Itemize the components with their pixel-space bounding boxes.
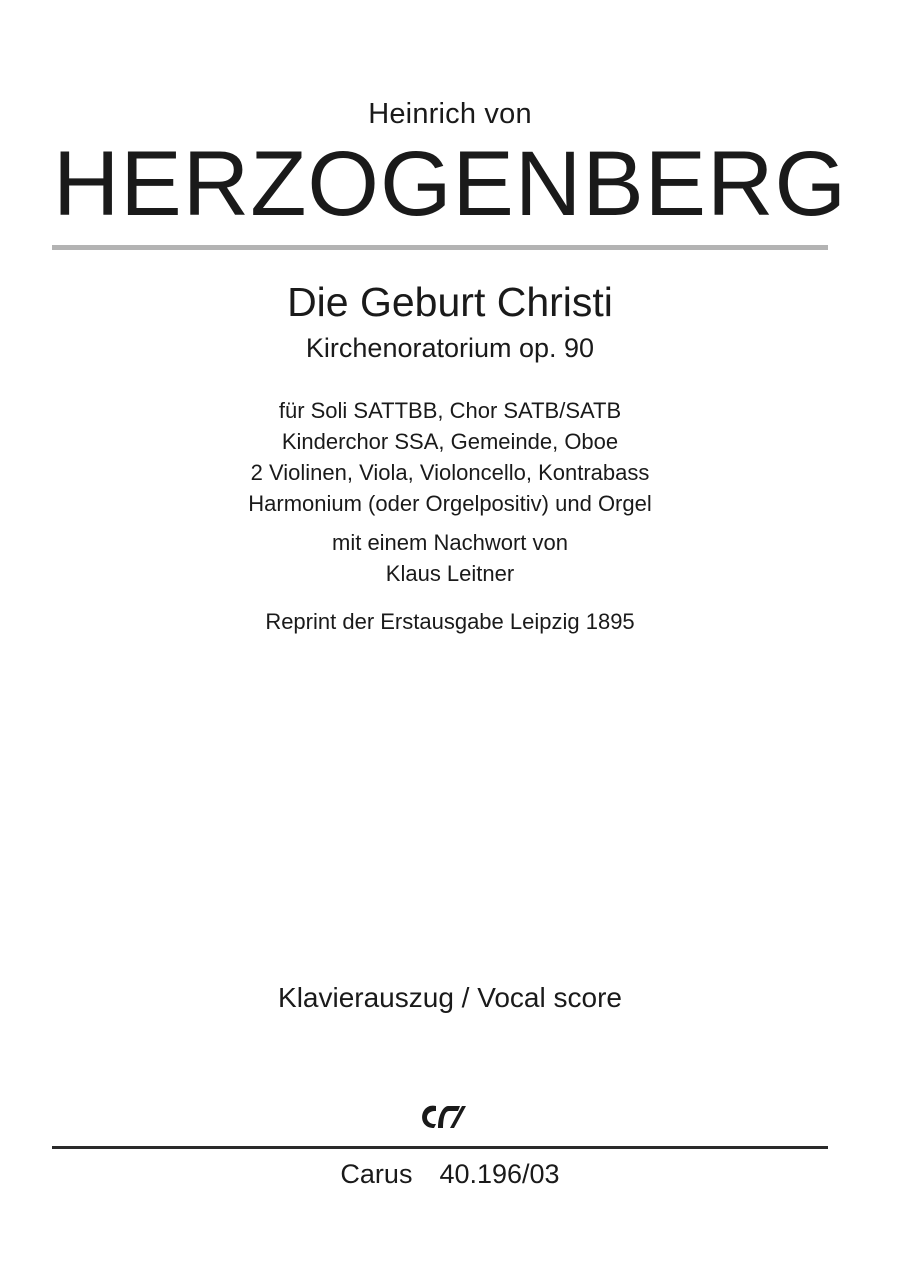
- scoring-line: Harmonium (oder Orgelpositiv) und Orgel: [248, 491, 652, 516]
- catalog-number: Carus 40.196/03: [340, 1159, 560, 1189]
- afterword-line: mit einem Nachwort von: [332, 530, 568, 555]
- carus-logo-icon: [414, 1100, 466, 1134]
- scoring-line: Kinderchor SSA, Gemeinde, Oboe: [281, 429, 619, 454]
- work-subtitle: Kirchenoratorium op. 90: [305, 333, 595, 363]
- bottom-divider: [52, 1146, 828, 1149]
- composer-first-name: Heinrich von: [368, 98, 532, 130]
- top-divider: [52, 245, 828, 250]
- work-title: Die Geburt Christi: [287, 279, 613, 325]
- score-type: Klavierauszug / Vocal score: [278, 982, 622, 1013]
- afterword-author: Klaus Leitner: [385, 561, 515, 586]
- scoring-line: für Soli SATTBB, Chor SATB/SATB: [278, 398, 622, 423]
- reprint-note: Reprint der Erstausgabe Leipzig 1895: [265, 609, 635, 634]
- scoring-line: 2 Violinen, Viola, Violoncello, Kontrabass: [250, 460, 650, 485]
- afterword-block: [0, 527, 900, 589]
- scoring-block: [0, 395, 900, 519]
- composer-last-name: HERZOGENBERG: [52, 133, 848, 235]
